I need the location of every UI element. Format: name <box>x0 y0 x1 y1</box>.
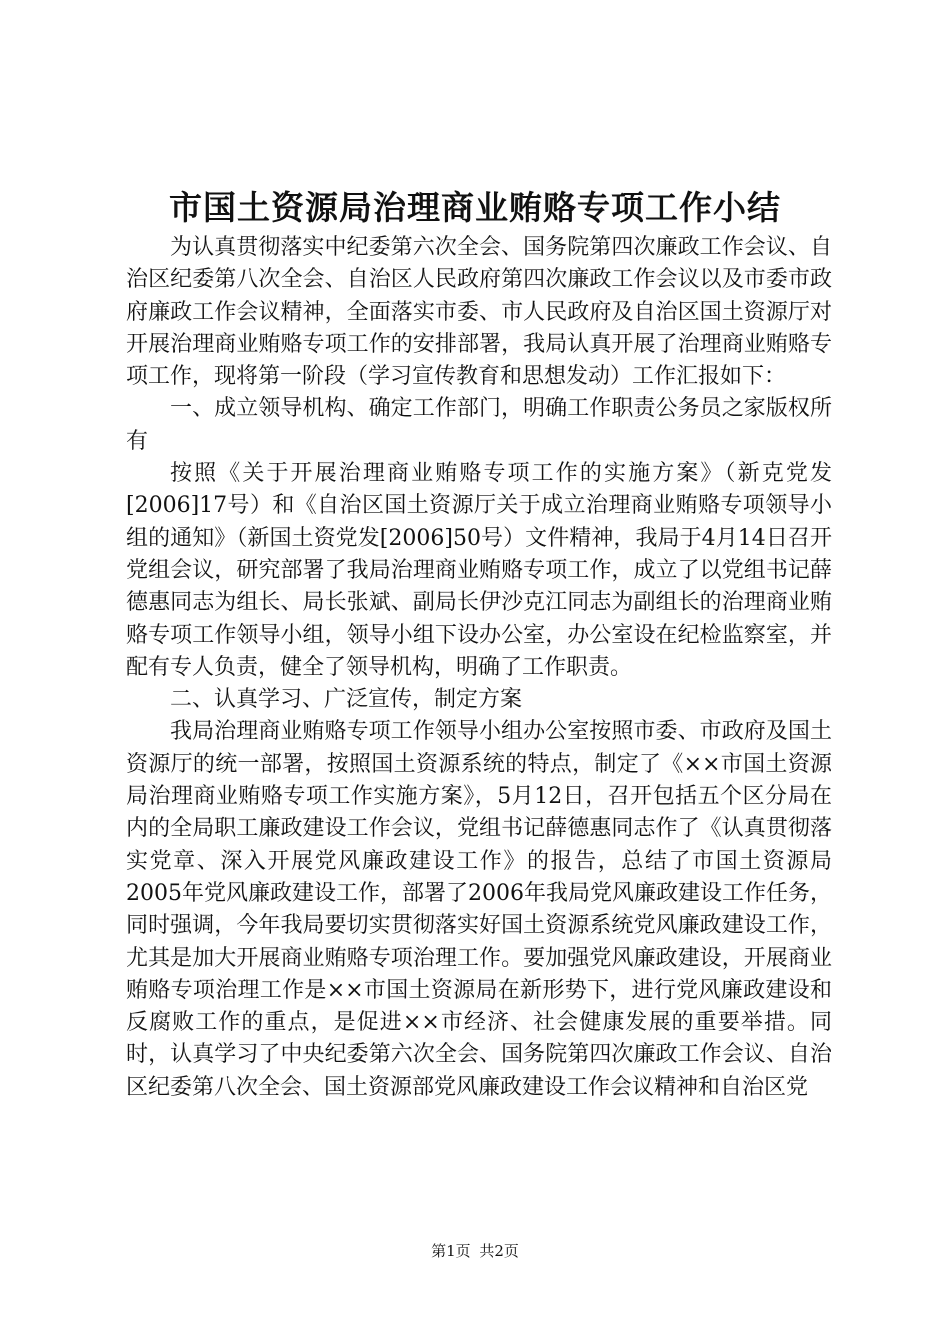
page-number-current: 第1页 <box>431 1242 471 1260</box>
section-heading-1: 一、成立领导机构、确定工作部门，明确工作职责公务员之家版权所有 <box>126 396 832 454</box>
page-footer <box>0 1241 950 1261</box>
intro-paragraph: 为认真贯彻落实中纪委第六次全会、国务院第四次廉政工作会议、自治区纪委第八次全会、自治区人民政府第四次廉政工作会议以及市委市政府廉政工作会议精神，全面落实市委、市人民政府及自治区国土资源厅对开展治理商业贿赂专项工作的安排部署，我局认真开展了治理商业贿赂专项工作，现将第一阶段（学习宣传教育和思想发动）工作汇报如下： <box>126 235 832 390</box>
section-1-paragraph: 按照《关于开展治理商业贿赂专项工作的实施方案》（新克党发[2006]17号）和《自治区国土资源厅关于成立治理商业贿赂专项领导小组的通知》（新国土资党发[2006]50号）文件精神，我局于4月14日召开党组会议，研究部署了我局治理商业贿赂专项工作，成立了以党组书记薛德惠同志为组长、局长张斌、副局长伊沙克江同志为副组长的治理商业贿赂专项工作领导小组，领导小组下设办公室，办公室设在纪检监察室，并配有专人负责，健全了领导机构，明确了工作职责。 <box>126 461 832 680</box>
page-number-total: 共2页 <box>479 1242 519 1260</box>
section-2-paragraph: 我局治理商业贿赂专项工作领导小组办公室按照市委、市政府及国土资源厅的统一部署，按照国土资源系统的特点，制定了《××市国土资源局治理商业贿赂专项工作实施方案》，5月12日，召开包括五个区分局在内的全局职工廉政建设工作会议，党组书记薛德惠同志作了《认真贯彻落实党章、深入开展党风廉政建设工作》的报告，总结了市国土资源局2005年党风廉政建设工作，部署了2006年我局党风廉政建设工作任务，同时强调，今年我局要切实贯彻落实好国土资源系统党风廉政建设工作，尤其是加大开展商业贿赂专项治理工作。要加强党风廉政建设，开展商业贿赂专项治理工作是××市国土资源局在新形势下，进行党风廉政建设和反腐败工作的重点，是促进××市经济、社会健康发展的重要举措。同时，认真学习了中央纪委第六次全会、国务院第四次廉政工作会议、自治区纪委第八次全会、国土资源部党风廉政建设工作会议精神和自治区党 <box>126 719 832 1100</box>
document-body <box>126 232 832 1104</box>
document-title: 市国土资源局治理商业贿赂专项工作小结 <box>169 188 781 227</box>
section-heading-2: 二、认真学习、广泛宣传，制定方案 <box>170 687 523 713</box>
